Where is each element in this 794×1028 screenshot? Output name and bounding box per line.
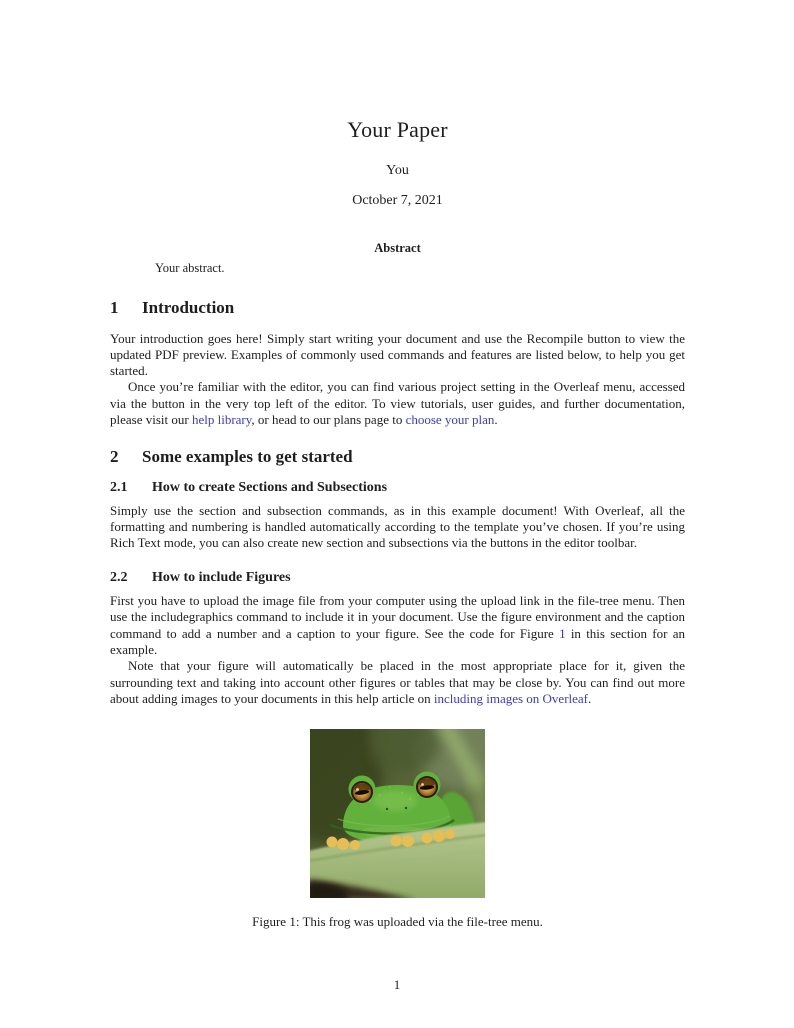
section-2-heading (110, 447, 685, 467)
paper-date: October 7, 2021 (352, 193, 443, 209)
subsection-2-2-number: 2.2 (110, 570, 128, 586)
abstract-text: Your abstract. (155, 261, 225, 276)
frog-photo (310, 729, 485, 898)
frog-nostril-right (405, 807, 407, 809)
text-segment: . (588, 690, 592, 706)
section-1-number: 1 (110, 298, 119, 318)
section-2-title: Some examples to get started (142, 447, 353, 467)
frog-left-eye (351, 781, 373, 803)
title-block (110, 0, 685, 209)
figure-1 (310, 729, 485, 898)
paragraph (110, 503, 685, 552)
paragraph (110, 331, 685, 380)
frog-right-eye (416, 776, 438, 798)
page-number: 1 (393, 977, 401, 992)
section-1-heading (110, 298, 685, 318)
text-segment: Your introduction goes here! Simply start writing your document and use the Recompile button to view the updated PDF preview. Examples of commonly used commands and features are listed below, to help you get started. (110, 330, 685, 379)
text-segment: , or head to our plans page to (251, 412, 406, 428)
choose-your-plan-link[interactable]: choose your plan (405, 412, 495, 428)
abstract-heading: Abstract (374, 241, 421, 256)
paragraph (110, 593, 685, 658)
subsection-2-2-title: How to include Figures (152, 570, 291, 586)
subsection-2-1-title: How to create Sections and Subsections (152, 479, 388, 495)
paper-title: Your Paper (347, 117, 448, 142)
section-2-number: 2 (110, 447, 119, 467)
text-segment: in this section for an example. (110, 625, 685, 658)
figure-caption: Figure 1: This frog was uploaded via the file-tree menu. (252, 914, 543, 930)
help-library-link[interactable]: help library (191, 412, 252, 428)
paper-author: You (386, 163, 409, 179)
subsection-2-1-heading (110, 480, 685, 497)
figure-1-ref-link[interactable]: 1 (559, 625, 566, 641)
paragraph (110, 379, 685, 428)
text-segment: Note that your figure will automatically be placed in the most appropriate place for it, given the surrounding text and taking into account other figures or tables that may be close by. You can find out more about adding images to your documents in this help article on (110, 658, 685, 706)
including-images-link[interactable]: including images on Overleaf (433, 690, 589, 706)
text-segment: Once you’re familiar with the editor, you can find various project setting in the Overleaf menu, accessed via the button in the very top left of the editor. To view tutorials, user guides, and further documentation, please visit our (110, 379, 685, 428)
paragraph (110, 658, 685, 707)
text-segment: First you have to upload the image file from your computer using the upload link in the file-tree menu. Then use the includegraphics command to include it in your document. Use the figure environment and the caption command to add a number and a caption to your figure. See the code for Figure (110, 593, 685, 641)
section-1-title: Introduction (142, 298, 235, 318)
frog-nostril-left (386, 808, 388, 810)
subsection-2-2-heading (110, 570, 685, 587)
text-segment: . (494, 412, 498, 428)
text-segment: Simply use the section and subsection commands, as in this example document! With Overleaf, all the formatting and numbering is handled automatically according to the template you’ve chosen. If you’re using Rich Text mode, you can also create new section and subsections via the buttons in the editor toolbar. (110, 502, 685, 551)
subsection-2-1-number: 2.1 (110, 479, 128, 495)
text-column (110, 0, 685, 930)
